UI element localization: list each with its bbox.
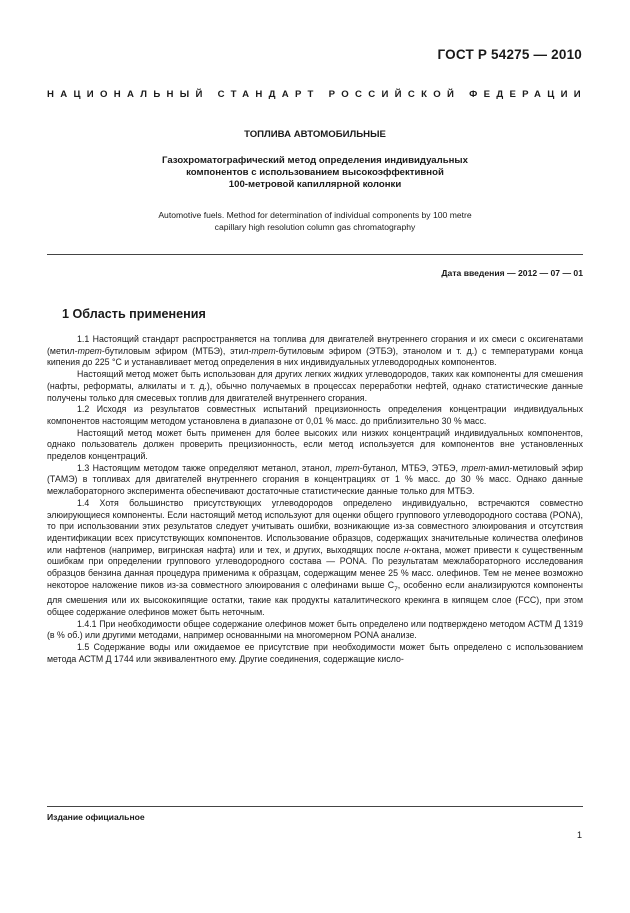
paragraph-text: трет [461, 462, 486, 473]
paragraph-text: 7 [394, 585, 398, 593]
paragraph-text: трет [335, 462, 360, 473]
body-paragraph [47, 463, 583, 498]
paragraph-text: , особенно если анализируются компоненты для смешения или их высококипящие остатки, такие как продукты каталитического крекинга в кипящем слое (FCC), при этом общее содержание олефинов может быть неточным. [47, 579, 583, 617]
body-paragraph [47, 369, 583, 404]
subtitle-line: компонентов с использованием высокоэффективной [186, 167, 444, 178]
paragraph-text: н [403, 544, 409, 555]
body-paragraph [47, 334, 583, 369]
paragraph-text: 1.2 Исходя из результатов совместных испытаний прецизионность определения концентрации индивидуальных компонентов настоящим методом установлена в диапазоне от 0,01 % масс. до приблизительно 30 % масс. [47, 404, 583, 426]
paragraph-text: трет [77, 345, 102, 356]
body-paragraph [47, 428, 583, 463]
english-title [100, 209, 530, 233]
paragraph-text: трет [251, 345, 276, 356]
body-paragraph [47, 642, 583, 665]
body-paragraph [47, 498, 583, 619]
official-edition-label: Издание официальное [47, 812, 145, 822]
introduction-date: Дата введения — 2012 — 07 — 01 [441, 268, 583, 278]
section-heading: 1 Область применения [62, 307, 206, 321]
header-divider [47, 254, 583, 255]
paragraph-text: -амил-метиловый эфир (ТАМЭ) в топливах для двигателей внутреннего сгорания в концентрациях от 1 % масс. до 30 % масс. Однако данные межлабораторного эксперимента обеспечивают достаточные статистические данные только для МТБЭ. [47, 462, 584, 497]
paragraph-text: -бутанол, МТБЭ, ЭТБЭ, [359, 462, 462, 473]
standard-code: ГОСТ Р 54275 — 2010 [437, 47, 582, 62]
paragraph-text: 1.3 Настоящим методом также определяют метанол, этанол, [77, 462, 336, 473]
paragraph-text: -октана, может привести к существенным ошибкам при определении группового углеводородного состава — PONA. По результатам межлабораторного исследования образцов бензина данная процедура применима к образцам, содержащим менее 25 % масс. олефинов. Тем не менее возможно некоторое наложение пиков из-за совместного элюирования с олефинами выше C [47, 544, 583, 590]
paragraph-text: 1.4.1 При необходимости общее содержание олефинов может быть определено или подтверждено методом АСТМ Д 1319 (в % об.) или другими методами, например основанными на многомерном PONA анализе. [47, 618, 583, 641]
paragraph-text: -бутиловым эфиром (ЭТБЭ), этанолом и т. д.) с температурами конца кипения до 225 °С и устанавливает метод определения в них индивидуальных углеводородных компонентов. [47, 345, 583, 368]
document-title: ТОПЛИВА АВТОМОБИЛЬНЫЕ [244, 129, 386, 140]
subtitle-line: Газохроматографический метод определения индивидуальных [162, 155, 468, 166]
paragraph-text: Настоящий метод может быть применен для более высоких или низких концентраций индивидуальных компонентов, однако пользователь должен проверить прецизионность, если метод используется для компонентов вне установленных пределов концентраций. [47, 427, 583, 462]
subtitle-line: 100-метровой капиллярной колонки [228, 179, 402, 190]
english-title-line: capillary high resolution column gas chromatography [214, 222, 416, 232]
paragraph-text: Настоящий метод может быть использован для других легких жидких углеводородов, таких как компоненты для смешения (нафты, реформаты, алкилаты и т. д.), обычно получаемых в процессах переработки нефтей, однако статистические данные получены только для смесевых топлив для двигателей внутреннего сгорания. [47, 369, 583, 403]
national-standard-banner: НАЦИОНАЛЬНЫЙ СТАНДАРТ РОССИЙСКОЙ ФЕДЕРАЦИИ [47, 89, 587, 100]
paragraph-text: 1.4 Хотя большинство присутствующих углеводородов определено индивидуально, встречаются совместно элюирующиеся компоненты. Если настоящий метод используют для оценки общего группового углеводородного состава (PONA), то при использовании этих результатов следует учитывать ошибки, возникающие из-за совместного элюирования и отсутствия идентификации всех присутствующих компонентов. Использование образцов, содержащих значительные количества олефинов или нафтенов (например, вигринская нафта) или и тех, и других, выходящих после [47, 497, 583, 555]
paragraph-text: 1.5 Содержание воды или ожидаемое ее присутствие при необходимости может быть определено с использованием метода АСТМ Д 1744 или эквивалентного ему. Другие соединения, содержащие кисло- [47, 642, 583, 664]
paragraph-text: 1.1 Настоящий стандарт распространяется на топлива для двигателей внутреннего сгорания и их смеси с оксигенатами (метил- [47, 334, 583, 356]
section-body [47, 334, 583, 665]
footer-divider [47, 806, 583, 807]
body-paragraph [47, 619, 583, 642]
page-number: 1 [576, 830, 582, 840]
document-subtitle [100, 155, 530, 191]
paragraph-text: -бутиловым эфиром (МТБЭ), этил- [101, 345, 252, 356]
body-paragraph [47, 404, 583, 427]
english-title-line: Automotive fuels. Method for determination of individual components by 100 metre [158, 210, 472, 220]
